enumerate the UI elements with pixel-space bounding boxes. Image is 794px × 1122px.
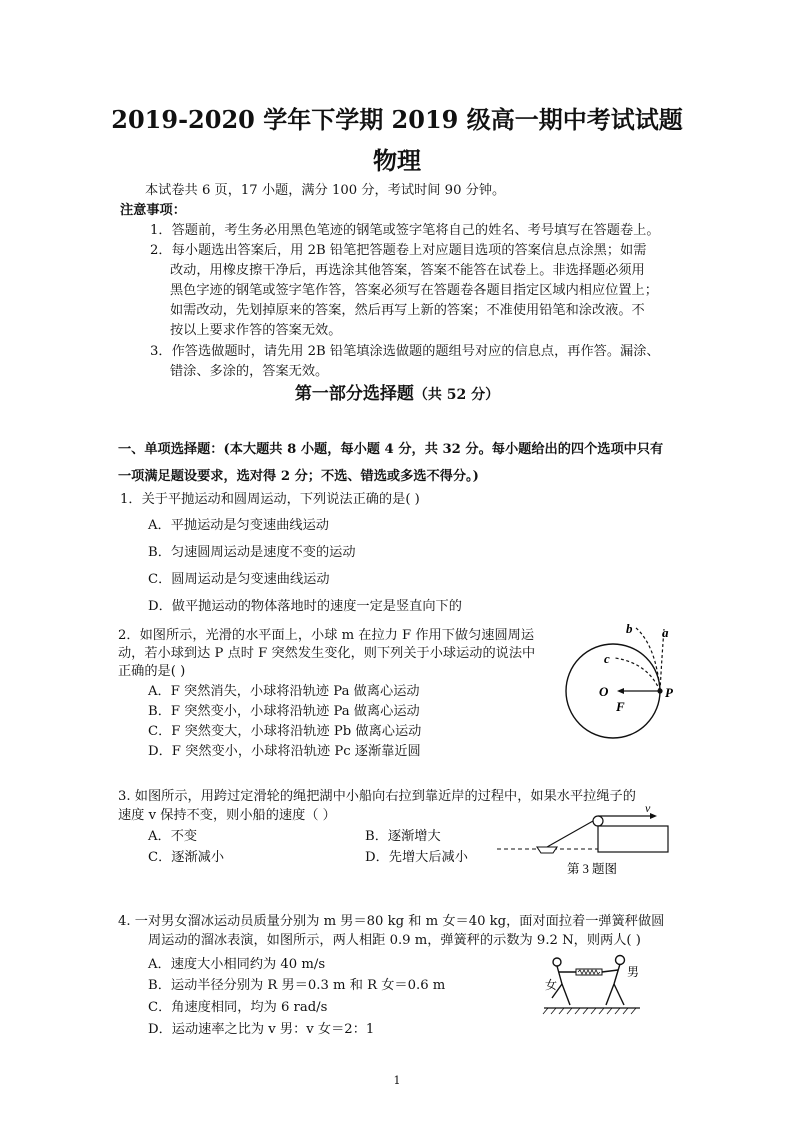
ground-hatching: [543, 1008, 636, 1014]
notice-line: 1．答题前，考生务必用黑色笔迹的钢笔或签字笔将自己的姓名、考号填写在答题卷上。: [150, 223, 660, 238]
option-b: B．匀速圆周运动是速度不变的运动: [148, 545, 356, 560]
notice-line: 改动，用橡皮擦干净后，再选涂其他答案，答案不能答在试卷上。非选择题必须用: [170, 263, 645, 278]
option-c: C．逐渐减小: [148, 850, 225, 865]
option-a: A．不变: [148, 829, 198, 844]
male-skater: [602, 956, 625, 1006]
subject-title: 物理: [373, 146, 421, 175]
notice-heading: 注意事项：: [120, 203, 186, 218]
option-b: B．运动半径分别为 R 男＝0.3 m 和 R 女＝0.6 m: [148, 978, 446, 993]
velocity-arrowhead: [650, 813, 657, 819]
section-instruction: 一、单项选择题：(本大题共 8 小题，每小题 4 分，共 32 分。每小题给出的四个选项中只有: [118, 442, 664, 457]
part-score: （共 52 分）: [413, 387, 500, 403]
notice-line: 错涂、多涂的，答案无效。: [170, 364, 329, 379]
trajectory-c: [615, 658, 660, 691]
label-c: c: [604, 651, 610, 666]
exam-intro: 本试卷共 6 页，17 小题，满分 100 分，考试时间 90 分钟。: [145, 183, 506, 198]
option-d: D．先增大后减小: [365, 850, 468, 865]
option-d: D．F 突然变小，小球将沿轨迹 Pc 逐渐靠近圆: [148, 744, 421, 759]
shore: [598, 826, 668, 852]
page-number: 1: [393, 1074, 401, 1087]
question-stem: 周运动的溜冰表演，如图所示，两人相距 0.9 m，弹簧秤的示数为 9.2 N，则两人( ): [148, 933, 641, 948]
label-female: 女: [545, 978, 558, 992]
option-b: B．F 突然变小，小球将沿轨迹 Pa 做离心运动: [148, 704, 420, 719]
section-instruction: 一项满足题设要求，选对得 2 分；不选、错选或多选不得分。): [118, 469, 479, 484]
label-male: 男: [627, 965, 640, 979]
notice-line: 按以上要求作答的答案无效。: [170, 323, 342, 338]
part-title: [0, 379, 794, 404]
notice-line: 黑色字迹的钢笔或签字笔作答，答案必须写在答题卷各题目指定区域内相应位置上；: [170, 283, 658, 298]
label-p: P: [665, 685, 673, 700]
notice-line: 如需改动，先划掉原来的答案，然后再写上新的答案；不准使用铅笔和涂改液。不: [170, 303, 645, 318]
ball-point: [657, 688, 662, 693]
label-a: a: [662, 625, 669, 640]
question-stem: 速度 v 保持不变，则小船的速度（ ）: [118, 808, 336, 823]
exam-title: 2019-2020 学年下学期 2019 级高一期中考试试题: [111, 105, 683, 134]
force-arrowhead: [617, 688, 624, 694]
option-d: D．运动速率之比为 v 男：v 女＝2：1: [148, 1022, 375, 1037]
skaters-figure: [540, 948, 645, 1018]
pulley-wheel: [593, 816, 603, 826]
notice-line: 3．作答选做题时，请先用 2B 铅笔填涂选做题的题组号对应的信息点，再作答。漏涂、: [150, 344, 660, 359]
option-b: B．逐渐增大: [365, 829, 441, 844]
option-c: C．角速度相同，均为 6 rad/s: [148, 1000, 328, 1015]
option-c: C．圆周运动是匀变速曲线运动: [148, 572, 330, 587]
pulley-boat-figure: [495, 802, 670, 880]
rope-slanted: [547, 821, 593, 847]
question-stem: 4. 一对男女溜冰运动员质量分别为 m 男＝80 kg 和 m 女＝40 kg，面对面拉着一弹簧秤做圆: [118, 914, 665, 929]
question-stem: 3. 如图所示，用跨过定滑轮的绳把湖中小船向右拉到靠近岸的过程中，如果水平拉绳子的: [118, 789, 636, 804]
option-a: A．速度大小相同约为 40 m/s: [148, 957, 326, 972]
label-b: b: [626, 621, 633, 636]
label-o: O: [599, 684, 609, 699]
question-stem: 1．关于平抛运动和圆周运动，下列说法正确的是( ): [120, 492, 420, 507]
question-stem: 动，若小球到达 P 点时 F 突然发生变化，则下列关于小球运动的说法中: [118, 646, 536, 661]
circular-motion-figure: [560, 615, 690, 767]
option-c: C．F 突然变大，小球将沿轨迹 Pb 做离心运动: [148, 724, 422, 739]
label-v: v: [645, 802, 651, 815]
question-stem: 正确的是( ): [118, 664, 186, 679]
notice-line: 2．每小题选出答案后，用 2B 铅笔把答题卷上对应题目选项的答案信息点涂黑；如需: [150, 243, 647, 258]
figure-caption: 第 3 题图: [567, 862, 618, 876]
option-a: A．平抛运动是匀变速曲线运动: [148, 518, 329, 533]
question-stem: 2．如图所示，光滑的水平面上，小球 m 在拉力 F 作用下做匀速圆周运: [118, 628, 535, 643]
part-title-text: 第一部分选择题: [294, 384, 414, 404]
option-a: A．F 突然消失，小球将沿轨迹 Pa 做离心运动: [148, 684, 420, 699]
boat: [537, 847, 557, 853]
option-d: D．做平抛运动的物体落地时的速度一定是竖直向下的: [148, 599, 462, 614]
label-f: F: [616, 699, 625, 714]
